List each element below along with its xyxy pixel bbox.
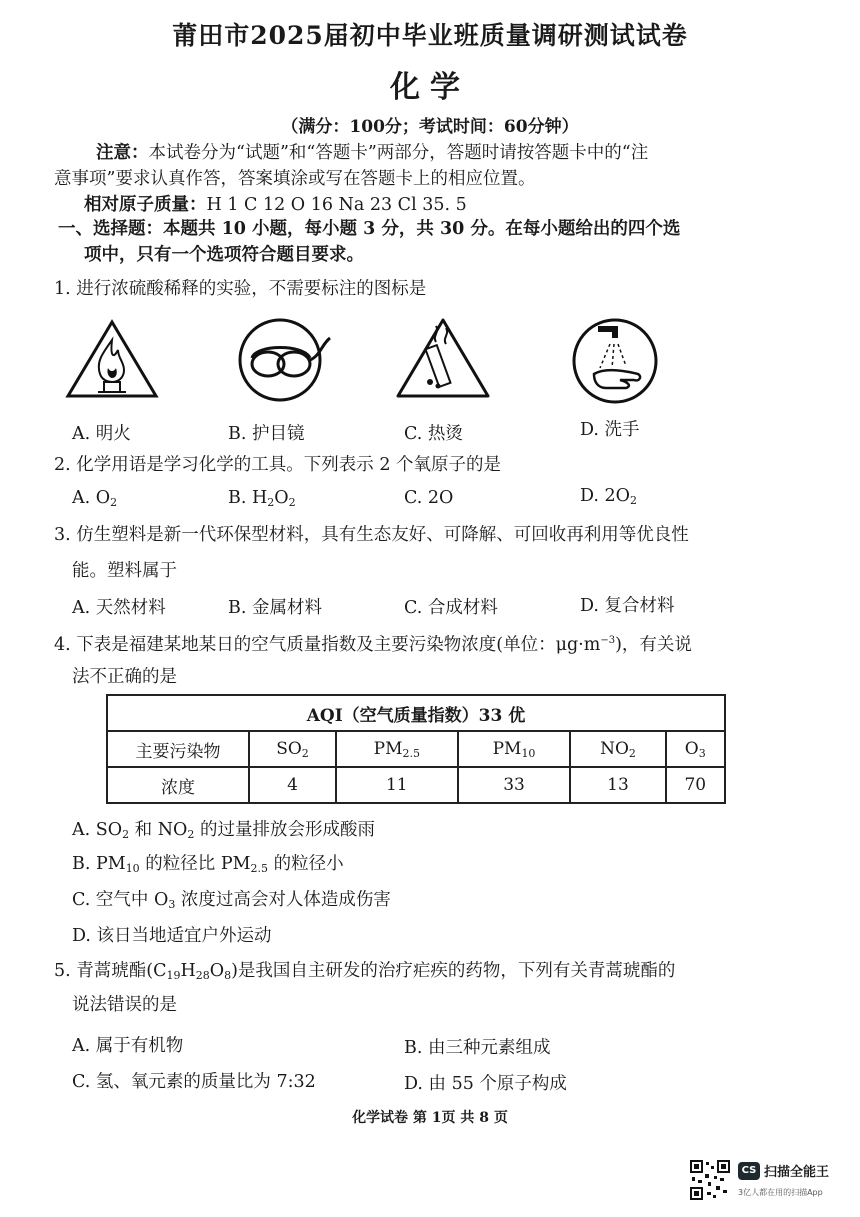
q5-option-b: B. 由三种元素组成 xyxy=(404,1038,551,1058)
pollutant-no2: $NO_2$ xyxy=(570,731,665,767)
q3-stem-line-1: 3. 仿生塑料是新一代环保型材料，具有生态友好、可降解、可回收再利用等优良性 xyxy=(54,525,689,545)
q5-stem-line-2: 说法错误的是 xyxy=(72,995,177,1015)
q2-stem: 2. 化学用语是学习化学的工具。下列表示 2 个氧原子的是 xyxy=(54,455,502,475)
qr-code-icon xyxy=(690,1160,730,1200)
goggles-icon xyxy=(236,316,332,402)
hot-surface-icon xyxy=(394,316,492,402)
row-label-concentration: 浓度 xyxy=(107,767,249,803)
value-o3: 70 xyxy=(666,767,725,803)
q4-option-a: A. $SO_2$ 和 $NO_2$ 的过量排放会形成酸雨 xyxy=(72,820,375,841)
q1-option-b: B. 护目镜 xyxy=(228,424,305,444)
table-row xyxy=(107,731,725,767)
scanner-tagline: 3亿人都在用的扫描App xyxy=(738,1188,823,1197)
section-1-heading-2: 项中，只有一个选项符合题目要求。 xyxy=(84,245,364,265)
notice-line-1: 注意：本试卷分为“试题”和“答题卡”两部分，答题时请按答题卡中的“注 xyxy=(96,143,649,163)
q3-stem-line-2: 能。塑料属于 xyxy=(72,561,177,581)
q2-option-c: C. 2O xyxy=(404,488,454,508)
value-no2: 13 xyxy=(570,767,665,803)
open-flame-icon xyxy=(64,318,160,400)
exam-title: 莆田市2025届初中毕业班质量调研测试试卷 xyxy=(172,21,688,50)
q5-option-c: C. 氢、氧元素的质量比为 7:32 xyxy=(72,1072,316,1092)
value-pm10: 33 xyxy=(458,767,571,803)
value-pm25: 11 xyxy=(336,767,458,803)
section-1-heading: 一、选择题：本题共 10 小题，每小题 3 分，共 30 分。在每小题给出的四个选 xyxy=(58,219,681,239)
q1-option-d: D. 洗手 xyxy=(580,420,640,440)
subject-title: 化学 xyxy=(390,70,470,105)
q4-option-c: C. 空气中 $O_3$ 浓度过高会对人体造成伤害 xyxy=(72,890,391,911)
notice-line-2: 意事项”要求认真作答，答案填涂或写在答题卡上的相应位置。 xyxy=(54,169,536,189)
q5-stem-line-1: 5. 青蒿琥酯$(C_{19}H_{28}O_8)$是我国自主研发的治疗疟疾的药物，下列有关青蒿琥酯的 xyxy=(54,961,676,982)
q5-option-a: A. 属于有机物 xyxy=(72,1036,184,1056)
q4-option-d: D. 该日当地适宜户外运动 xyxy=(72,926,272,946)
q5-option-d: D. 由 55 个原子构成 xyxy=(404,1074,567,1094)
q1-option-c: C. 热烫 xyxy=(404,424,463,444)
q1-option-a: A. 明火 xyxy=(72,424,131,444)
q3-option-b: B. 金属材料 xyxy=(228,598,322,618)
pollutant-so2: $SO_2$ xyxy=(249,731,336,767)
q3-option-a: A. 天然材料 xyxy=(72,598,166,618)
table-row xyxy=(107,695,725,731)
q2-option-b: B. $H_2O_2$ xyxy=(228,488,296,509)
scanner-app-name: 扫描全能王 xyxy=(764,1165,830,1180)
atomic-mass-line: 相对原子质量：H 1 C 12 O 16 Na 23 Cl 35. 5 xyxy=(84,195,467,215)
notice-label: 注意： xyxy=(96,143,149,163)
scanner-logo: CS xyxy=(738,1162,760,1180)
q3-option-d: D. 复合材料 xyxy=(580,596,675,616)
pollutant-o3: $O_3$ xyxy=(666,731,725,767)
q2-option-d: D. $2O_2$ xyxy=(580,486,638,507)
q2-option-a: A. $O_2$ xyxy=(72,488,118,509)
page-footer: 化学试卷 第 1页 共 8 页 xyxy=(352,1110,508,1126)
row-label-pollutant: 主要污染物 xyxy=(107,731,249,767)
q4-stem-line-2: 法不正确的是 xyxy=(72,667,177,687)
pollutant-pm25: $PM_{2.5}$ xyxy=(336,731,458,767)
q4-stem-line-1: 4. 下表是福建某地某日的空气质量指数及主要污染物浓度(单位：$\mu g\cdot m^{-3}$)，有关说 xyxy=(54,635,692,655)
hand-wash-icon xyxy=(570,316,660,404)
table-row xyxy=(107,767,725,803)
value-so2: 4 xyxy=(249,767,336,803)
aqi-table xyxy=(106,694,726,804)
score-time-line: （满分：100分；考试时间：60分钟） xyxy=(281,117,579,137)
q3-option-c: C. 合成材料 xyxy=(404,598,498,618)
q1-stem: 1. 进行浓硫酸稀释的实验，不需要标注的图标是 xyxy=(54,279,427,299)
pollutant-pm10: $PM_{10}$ xyxy=(458,731,571,767)
q4-option-b: B. $PM_{10}$ 的粒径比 $PM_{2.5}$ 的粒径小 xyxy=(72,854,344,875)
aqi-header: AQI（空气质量指数）33 优 xyxy=(107,695,725,731)
